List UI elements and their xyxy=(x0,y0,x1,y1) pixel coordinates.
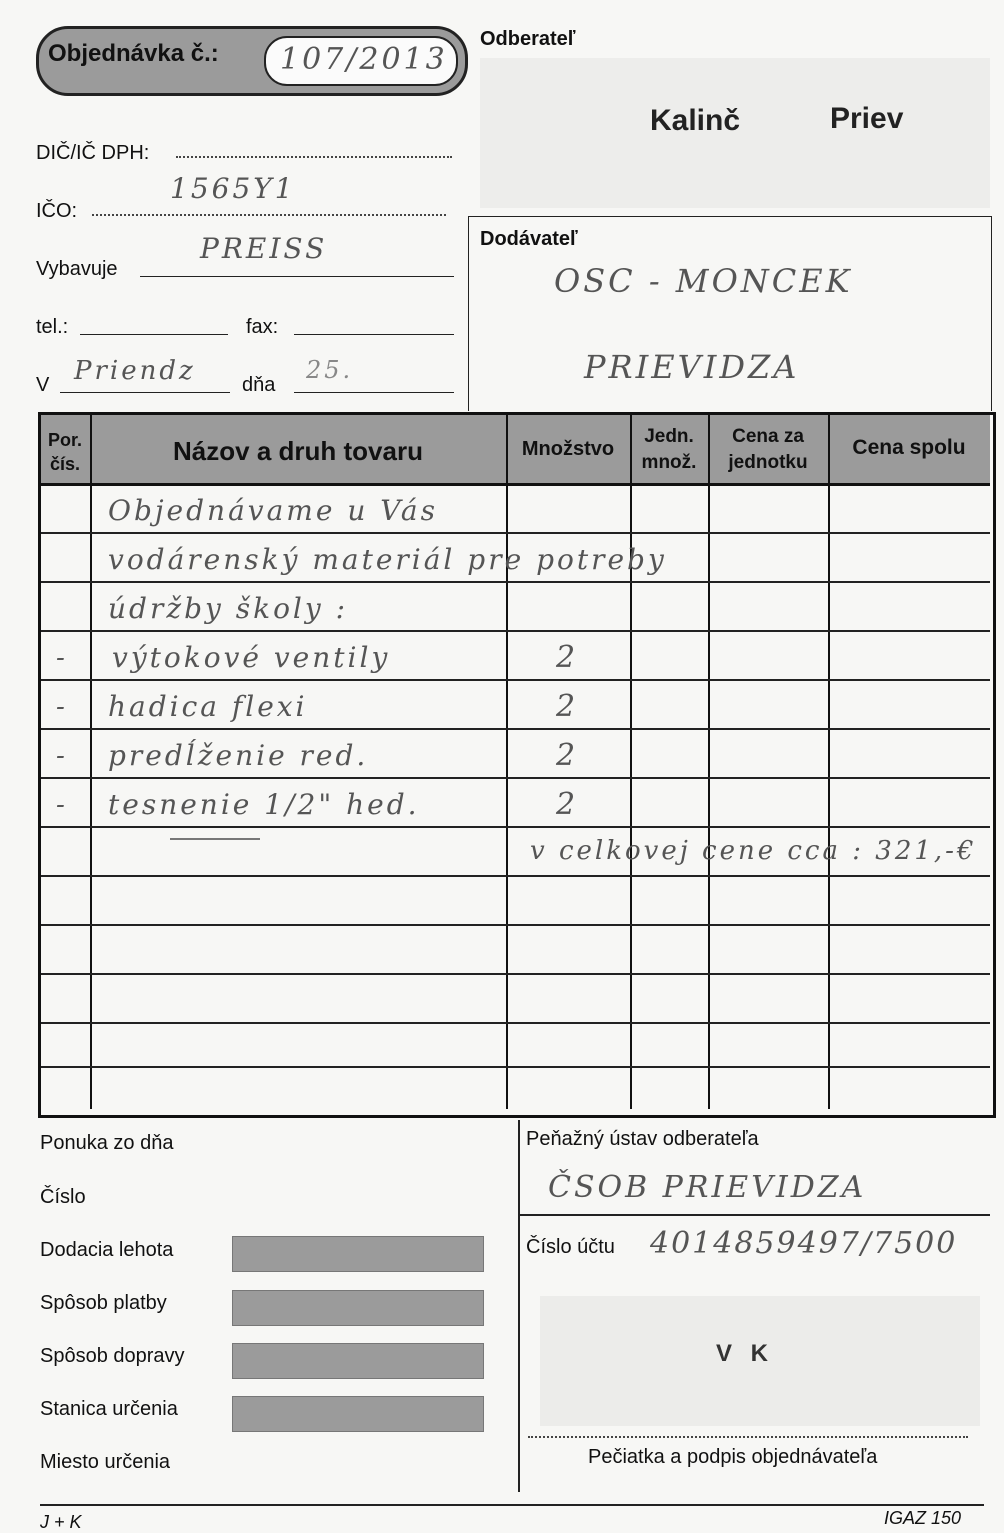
stanica-label: Stanica určenia xyxy=(40,1398,178,1420)
row-text: výtokové ventily xyxy=(112,641,391,674)
supplier-name: OSC - MONCEK xyxy=(554,262,853,300)
row-qty: 2 xyxy=(556,787,579,822)
row-divider xyxy=(41,679,990,681)
dodacia-field[interactable] xyxy=(232,1236,484,1272)
bank-value: ČSOB PRIEVIDZA xyxy=(548,1170,867,1205)
order-title: Objednávka č.: xyxy=(48,40,219,67)
dic-label: DIČ/IČ DPH: xyxy=(36,142,150,164)
row-divider xyxy=(41,1066,990,1068)
sposob-platby-label: Spôsob platby xyxy=(40,1292,167,1314)
dna-field[interactable] xyxy=(294,392,454,393)
row-divider xyxy=(41,728,990,730)
row-qty: 2 xyxy=(556,640,579,675)
header-jedn: Jedn. množ. xyxy=(641,426,697,473)
order-number: 107/2013 xyxy=(280,42,448,77)
sposob-dopravy-label: Spôsob dopravy xyxy=(40,1345,185,1367)
footer-right: IGAZ 150 xyxy=(884,1508,962,1528)
row-divider xyxy=(41,532,990,534)
dodacia-label: Dodacia lehota xyxy=(40,1239,174,1261)
row-divider xyxy=(41,777,990,779)
col-divider xyxy=(630,415,632,1109)
row-divider xyxy=(41,630,990,632)
supplier-label: Dodávateľ xyxy=(480,228,578,250)
vybavuje-value: PREISS xyxy=(200,232,328,265)
bank-label: Peňažný ústav odberateľa xyxy=(526,1128,759,1150)
row-text: údržby školy : xyxy=(108,592,349,625)
ponuka-label: Ponuka zo dňa xyxy=(40,1132,174,1154)
col-divider xyxy=(708,415,710,1109)
col-divider xyxy=(506,415,508,1109)
header-cena-za: Cena za jednotku xyxy=(728,426,808,473)
bottom-divider-vertical xyxy=(518,1120,520,1492)
buyer-name: Kalinč xyxy=(650,104,741,137)
ico-value: 1565Y1 xyxy=(170,172,296,205)
ico-label: IČO: xyxy=(36,200,78,222)
v-label: V xyxy=(36,374,50,396)
stanica-field[interactable] xyxy=(232,1396,484,1432)
sposob-dopravy-field[interactable] xyxy=(232,1343,484,1379)
ucet-value: 4014859497/7500 xyxy=(650,1226,958,1261)
row-por: - xyxy=(56,692,68,722)
col-divider xyxy=(828,415,830,1109)
fax-label: fax: xyxy=(246,316,279,338)
supplier-city: PRIEVIDZA xyxy=(584,348,800,386)
ico-field[interactable] xyxy=(92,214,446,216)
total-note: v celkovej cene cca : 321,-€ xyxy=(530,836,977,866)
bank-divider xyxy=(520,1214,990,1216)
row-text: hadica flexi xyxy=(108,690,308,723)
row-text: tesnenie 1/2" hed. xyxy=(108,788,420,821)
buyer-label: Odberateľ xyxy=(480,28,576,50)
dna-value: 25. xyxy=(306,356,354,384)
cislo-label: Číslo xyxy=(40,1186,86,1208)
underline-mark xyxy=(170,838,260,840)
row-por: - xyxy=(56,643,68,673)
header-cena-spolu: Cena spolu xyxy=(852,436,966,459)
footer-rule xyxy=(40,1504,984,1506)
header-por: Por. čís. xyxy=(47,430,82,474)
row-divider xyxy=(41,581,990,583)
tel-label: tel.: xyxy=(36,316,69,338)
vybavuje-field[interactable] xyxy=(140,276,454,277)
row-por: - xyxy=(56,790,68,820)
fax-field[interactable] xyxy=(294,334,454,335)
row-divider xyxy=(41,924,990,926)
row-qty: 2 xyxy=(556,689,579,724)
sposob-platby-field[interactable] xyxy=(232,1290,484,1326)
miesto-label: Miesto určenia xyxy=(40,1451,171,1473)
v-value: Priendz xyxy=(74,356,196,386)
row-divider xyxy=(41,826,990,828)
vybavuje-label: Vybavuje xyxy=(36,258,118,280)
dna-label: dňa xyxy=(242,374,276,396)
signature-label: Pečiatka a podpis objednávateľa xyxy=(588,1446,878,1468)
signature-line[interactable] xyxy=(528,1436,968,1438)
footer-left: J + K xyxy=(40,1512,82,1532)
row-divider xyxy=(41,1022,990,1024)
row-qty: 2 xyxy=(556,738,579,773)
row-divider xyxy=(41,875,990,877)
row-por: - xyxy=(56,741,68,771)
tel-field[interactable] xyxy=(80,334,228,335)
buyer-city: Priev xyxy=(830,102,904,135)
row-divider xyxy=(41,973,990,975)
row-text: Objednávame u Vás xyxy=(108,494,438,527)
header-mnozstvo: Množstvo xyxy=(521,438,615,460)
dic-field[interactable] xyxy=(176,156,452,158)
v-field[interactable] xyxy=(60,392,230,393)
header-nazov: Názov a druh tovaru xyxy=(173,436,423,466)
stamp-text: V K xyxy=(716,1340,775,1367)
row-text: vodárenský materiál pre potreby xyxy=(108,543,667,576)
row-text: predĺženie red. xyxy=(108,739,369,772)
col-divider xyxy=(90,415,92,1109)
ucet-label: Číslo účtu xyxy=(526,1236,615,1258)
